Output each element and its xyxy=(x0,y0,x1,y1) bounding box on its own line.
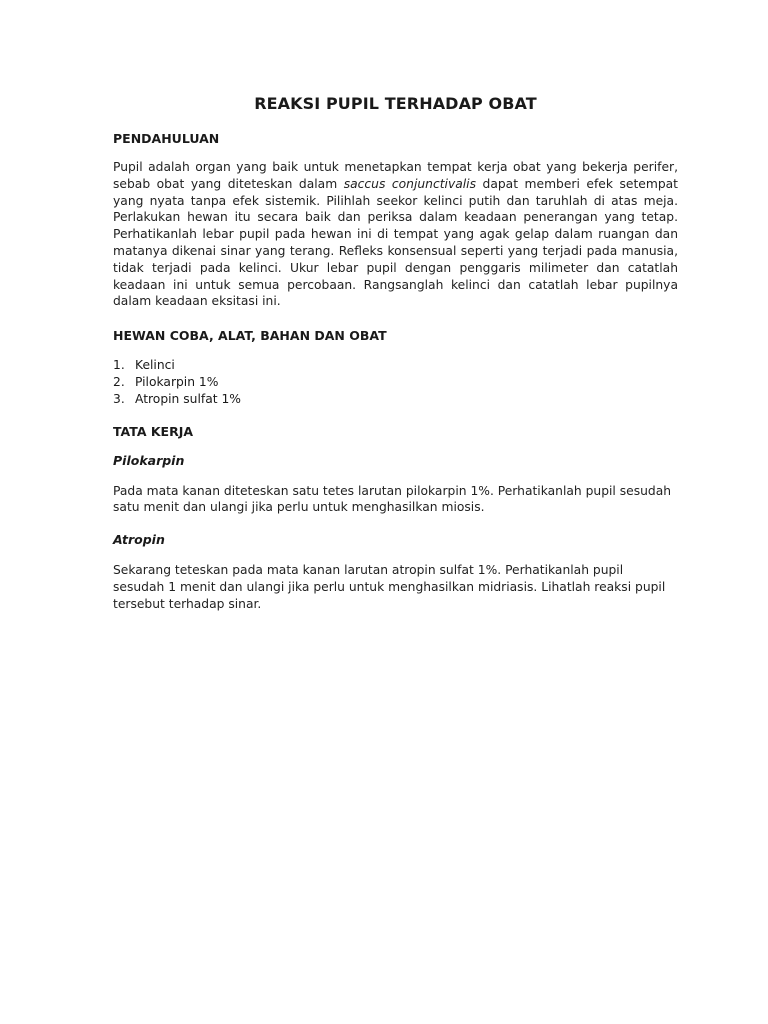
document-content xyxy=(113,94,678,613)
subheading-pilokarpin: Pilokarpin xyxy=(113,452,185,468)
atropin-paragraph: Sekarang teteskan pada mata kanan larutan atropin sulfat 1%. Perhatikanlah pupil sesudah 1 menit dan ulangi jika perlu untuk menghasilkan midriasis. Lihatlah reaksi pupil tersebut terhadap sinar. xyxy=(113,563,666,611)
document-title: REAKSI PUPIL TERHADAP OBAT xyxy=(254,94,537,113)
intro-text-part-1: Pupil adalah organ yang baik untuk menetapkan tempat kerja obat yang bekerja perifer, sebab obat yang diteteskan dalam xyxy=(113,160,678,191)
subheading-atropin: Atropin xyxy=(113,532,165,548)
section-heading-intro: PENDAHULUAN xyxy=(113,131,220,146)
section-heading-procedure: TATA KERJA xyxy=(113,423,194,439)
list-item xyxy=(113,391,678,408)
list-item-number: 1. xyxy=(113,358,125,373)
intro-italic-term: saccus conjunctivalis xyxy=(343,176,476,191)
intro-text-part-2: dapat memberi efek setempat yang nyata tanpa efek sistemik. Pilihlah seekor kelinci putih dan taruhlah di atas meja. Perlakukan hewan itu secara baik dan periksa dalam keadaan penerangan yang tetap. Perhatikanlah lebar pupil pada hewan ini di tempat yang agak gelap dalam ruangan dan matanya dikenai sinar yang terang. Refleks konsensual seperti yang terjadi pada manusia, tidak terjadi pada kelinci. Ukur lebar pupil dengan penggaris milimeter dan catatlah keadaan ini untuk semua percobaan. Rangsanglah kelinci dan catatlah lebar pupilnya dalam keadaan eksitasi ini. xyxy=(113,176,678,309)
materials-list xyxy=(113,357,678,407)
list-item-number: 3. xyxy=(113,391,125,406)
section-heading-materials: HEWAN COBA, ALAT, BAHAN DAN OBAT xyxy=(113,328,387,344)
list-item xyxy=(113,357,678,374)
intro-paragraph xyxy=(113,159,678,310)
list-item-text: Atropin sulfat 1% xyxy=(135,391,241,406)
pilokarpin-paragraph: Pada mata kanan diteteskan satu tetes larutan pilokarpin 1%. Perhatikanlah pupil sesudah satu menit dan ulangi jika perlu untuk menghasilkan miosis. xyxy=(113,483,672,515)
list-item-number: 2. xyxy=(113,374,125,389)
list-item-text: Kelinci xyxy=(135,358,175,373)
list-item xyxy=(113,374,678,391)
list-item-text: Pilokarpin 1% xyxy=(135,374,219,389)
